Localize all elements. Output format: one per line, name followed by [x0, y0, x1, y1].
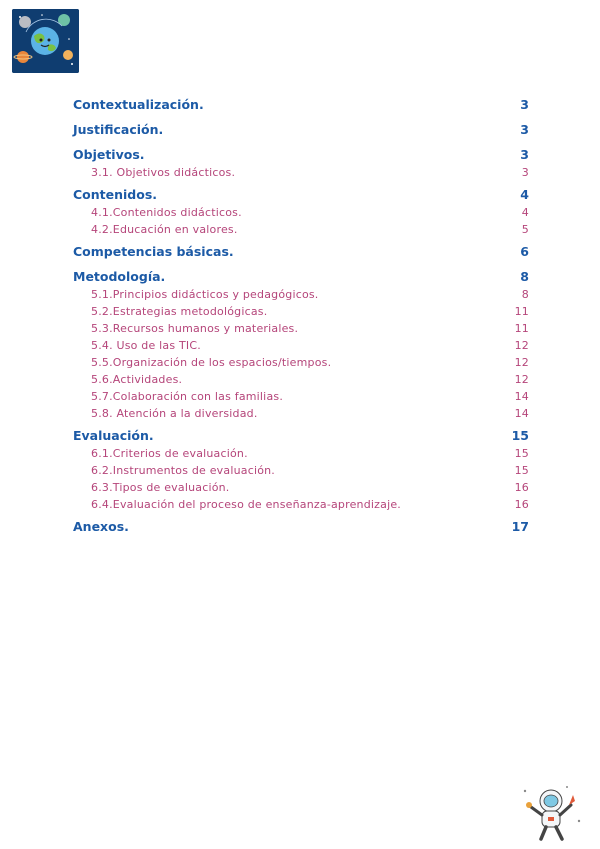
- toc-subentry[interactable]: [73, 496, 529, 513]
- toc-entry-title: 5.1.Principios didácticos y pedagógicos.: [91, 288, 319, 301]
- toc-entry-title: 6.3.Tipos de evaluación.: [91, 481, 230, 494]
- toc-subentry[interactable]: [73, 371, 529, 388]
- toc-page-number: 8: [520, 269, 529, 284]
- toc-entry-title: 5.3.Recursos humanos y materiales.: [91, 322, 299, 335]
- toc-entry-title: 5.2.Estrategias metodológicas.: [91, 305, 268, 318]
- toc-subentry[interactable]: [73, 354, 529, 371]
- toc-page-number: 3: [520, 122, 529, 137]
- toc-heading-entry[interactable]: [73, 146, 529, 164]
- astronaut-illustration: [517, 781, 585, 845]
- toc-subentry[interactable]: [73, 204, 529, 221]
- toc-page-number: 6: [520, 244, 529, 259]
- toc-heading-entry[interactable]: [73, 96, 529, 114]
- earth-planets-logo: [12, 9, 79, 73]
- toc-subentry[interactable]: [73, 462, 529, 479]
- toc-subentry[interactable]: [73, 221, 529, 238]
- toc-page-number: 11: [514, 322, 529, 335]
- toc-subentry[interactable]: [73, 445, 529, 462]
- toc-entry-title: 6.4.Evaluación del proceso de enseñanza-aprendizaje.: [91, 498, 401, 511]
- toc-subentry[interactable]: [73, 303, 529, 320]
- toc-page-number: 14: [514, 407, 529, 420]
- toc-heading-entry[interactable]: [73, 121, 529, 139]
- toc-heading-entry[interactable]: [73, 518, 529, 536]
- toc-page-number: 12: [514, 339, 529, 352]
- toc-entry-title: 5.8. Atención a la diversidad.: [91, 407, 258, 420]
- astronaut-icon: [517, 781, 585, 845]
- toc-entry-title: Anexos.: [73, 519, 129, 534]
- toc-subentry[interactable]: [73, 479, 529, 496]
- toc-page-number: 3: [520, 147, 529, 162]
- toc-page-number: 15: [511, 428, 529, 443]
- table-of-contents: [73, 96, 529, 536]
- toc-subentry[interactable]: [73, 320, 529, 337]
- toc-page-number: 16: [514, 481, 529, 494]
- toc-entry-title: 4.2.Educación en valores.: [91, 223, 238, 236]
- toc-page-number: 8: [521, 288, 529, 301]
- toc-entry-title: Evaluación.: [73, 428, 154, 443]
- toc-heading-entry[interactable]: [73, 268, 529, 286]
- toc-entry-title: 5.5.Organización de los espacios/tiempos.: [91, 356, 332, 369]
- toc-heading-entry[interactable]: [73, 427, 529, 445]
- toc-entry-title: 4.1.Contenidos didácticos.: [91, 206, 242, 219]
- toc-entry-title: 5.6.Actividades.: [91, 373, 183, 386]
- toc-page-number: 3: [521, 166, 529, 179]
- toc-entry-title: 6.2.Instrumentos de evaluación.: [91, 464, 276, 477]
- toc-page-number: 5: [521, 223, 529, 236]
- toc-subentry[interactable]: [73, 405, 529, 422]
- toc-page-number: 4: [520, 187, 529, 202]
- toc-subentry[interactable]: [73, 388, 529, 405]
- toc-page-number: 12: [514, 373, 529, 386]
- toc-page-number: 14: [514, 390, 529, 403]
- toc-entry-title: Justificación.: [73, 122, 164, 137]
- toc-heading-entry[interactable]: [73, 186, 529, 204]
- toc-subentry[interactable]: [73, 337, 529, 354]
- earth-planets-icon: [12, 9, 79, 73]
- toc-entry-title: 5.4. Uso de las TIC.: [91, 339, 201, 352]
- toc-page-number: 4: [521, 206, 529, 219]
- toc-entry-title: Competencias básicas.: [73, 244, 234, 259]
- toc-entry-title: Objetivos.: [73, 147, 145, 162]
- toc-entry-title: Contenidos.: [73, 187, 158, 202]
- toc-page-number: 15: [514, 447, 529, 460]
- toc-entry-title: 3.1. Objetivos didácticos.: [91, 166, 236, 179]
- toc-page-number: 12: [514, 356, 529, 369]
- toc-entry-title: Metodología.: [73, 269, 166, 284]
- toc-page-number: 3: [520, 97, 529, 112]
- toc-entry-title: Contextualización.: [73, 97, 204, 112]
- toc-entry-title: 5.7.Colaboración con las familias.: [91, 390, 284, 403]
- toc-page-number: 11: [514, 305, 529, 318]
- toc-entry-title: 6.1.Criterios de evaluación.: [91, 447, 248, 460]
- toc-heading-entry[interactable]: [73, 243, 529, 261]
- toc-subentry[interactable]: [73, 286, 529, 303]
- toc-page-number: 16: [514, 498, 529, 511]
- toc-page-number: 17: [511, 519, 529, 534]
- toc-subentry[interactable]: [73, 164, 529, 181]
- toc-page-number: 15: [514, 464, 529, 477]
